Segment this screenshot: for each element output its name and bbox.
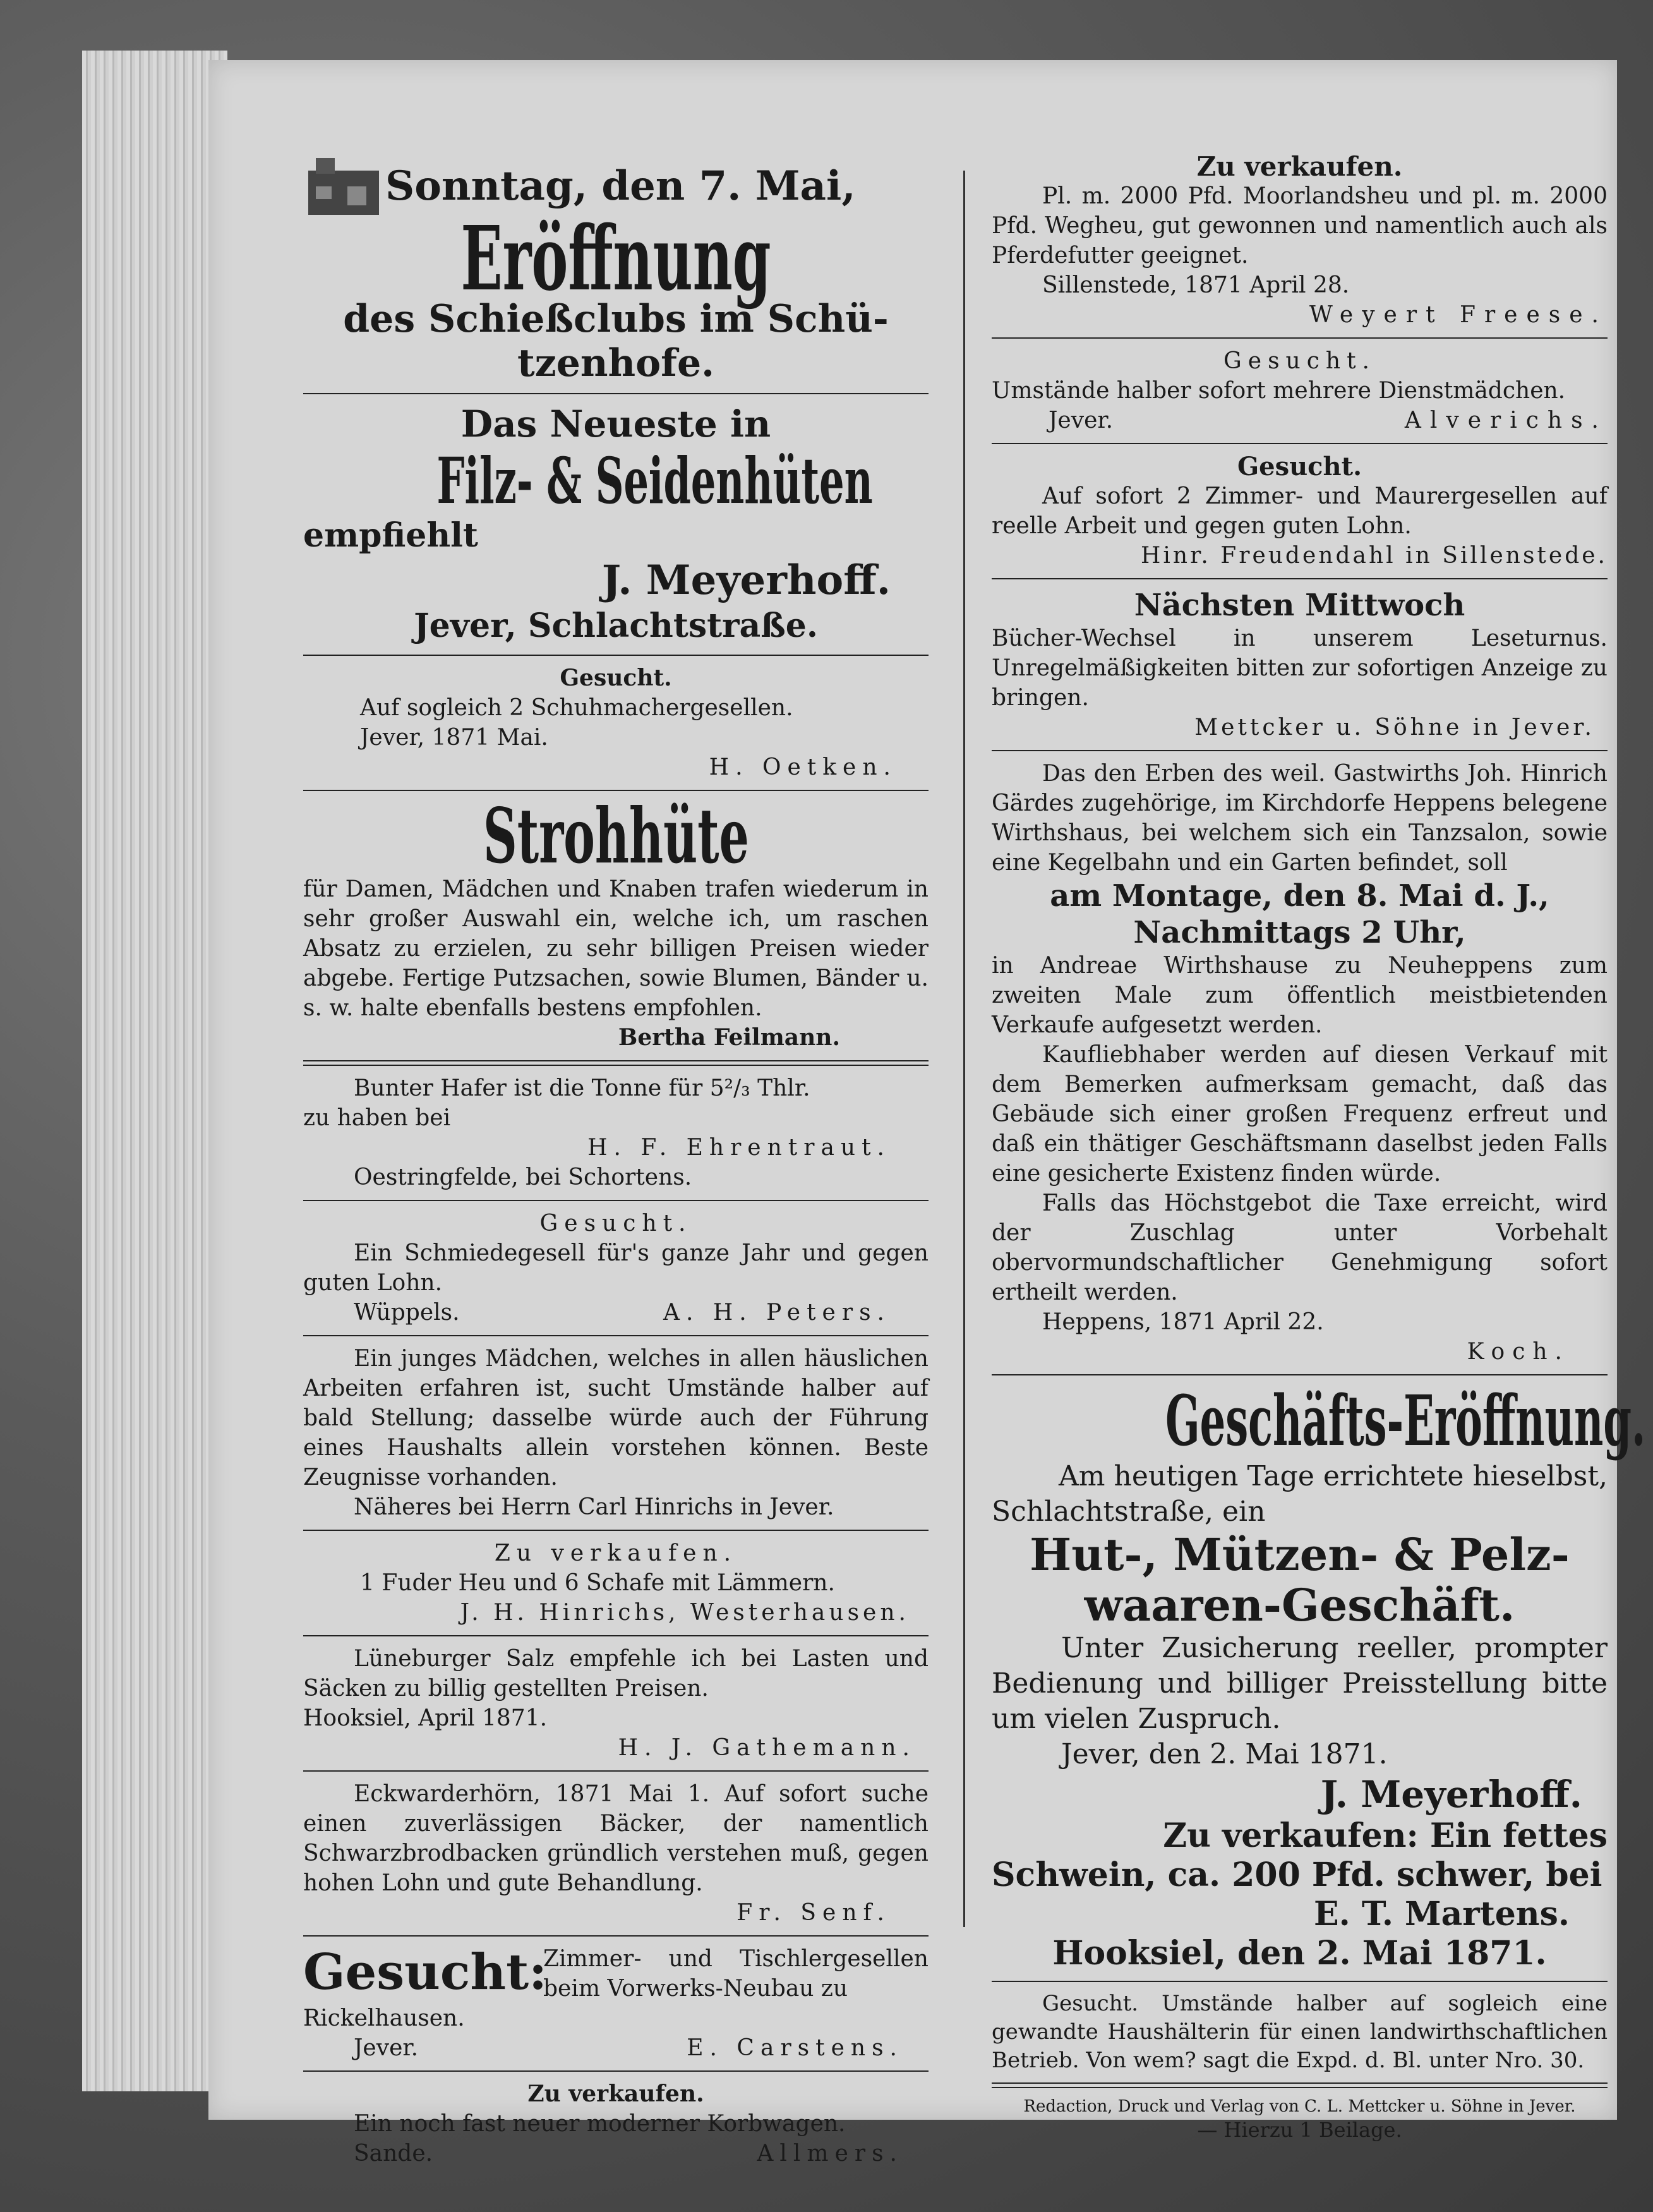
- ad-r6-body: Unter Zusicherung reeller, prompter Bedienung und billiger Preisstellung bitte um vielen Zuspruch.: [992, 1632, 1608, 1735]
- ad-r6-place: Jever, den 2. Mai 1871.: [1061, 1738, 1388, 1770]
- footer-supplement: — Hierzu 1 Beilage.: [1197, 2118, 1402, 2142]
- divider: [303, 1335, 929, 1336]
- ad10-signature: Fr. Senf.: [736, 1900, 891, 1926]
- ad-r7-line2: Schwein, ca. 200 Pfd. schwer, bei: [992, 1856, 1602, 1894]
- ad6-body: Ein Schmiedegesell für's ganze Jahr und gegen guten Lohn.: [303, 1240, 929, 1296]
- ad6-place: Wüppels.: [354, 1300, 460, 1326]
- divider: [992, 750, 1608, 751]
- ad11-town: Jever.: [354, 2035, 419, 2061]
- ad8-line1: 1 Fuder Heu und 6 Schafe mit Lämmern.: [360, 1570, 835, 1596]
- ad11-signature: E. Carstens.: [687, 2035, 903, 2061]
- building-icon: [303, 152, 385, 221]
- divider: [303, 2070, 929, 2072]
- ad11-place: Rickelhausen.: [303, 2005, 465, 2031]
- ad5-place: Oestringfelde, bei Schortens.: [354, 1164, 692, 1190]
- divider: [992, 1981, 1608, 1982]
- ad3-head: Gesucht.: [560, 665, 672, 691]
- ad-r4-head: Nächsten Mittwoch: [1134, 588, 1465, 623]
- ad-r7-line3: E. T. Martens.: [1314, 1895, 1570, 1933]
- ad11-head: Gesucht:: [303, 1943, 547, 2001]
- ad11: [303, 1944, 929, 2003]
- ad-r5-body2: in Andreae Wirthshause zu Neuheppens zum zweiten Male zum öffentlich meistbietenden Verkaufe aufgesetzt werden.: [992, 953, 1608, 1038]
- ad12-place: Sande.: [354, 2141, 433, 2167]
- ad1-title: Eröffnung: [460, 207, 771, 311]
- ad-r4-body: Bücher-Wechsel in unserem Leseturnus. Unregelmäßigkeiten bitten zur sofortigen Anzeige zu bringen.: [992, 626, 1608, 711]
- ad7-body: Ein junges Mädchen, welches in allen häuslichen Arbeiten erfahren ist, sucht Umstände halber auf bald Stellung; dasselbe würde auch der Führung eines Haushalts allein vorstehen können. Beste Zeugnisse vorhanden.: [303, 1346, 929, 1490]
- ad9-signature: H. J. Gathemann.: [618, 1735, 916, 1761]
- ad-r5-date: am Montage, den 8. Mai d. J.,: [1050, 878, 1549, 914]
- ad5-line1: Bunter Hafer ist die Tonne für 5²/₃ Thlr.: [354, 1075, 810, 1101]
- ad4-body: für Damen, Mädchen und Knaben trafen wiederum in sehr großer Auswahl ein, welche ich, um raschen Absatz zu erzielen, zu sehr billigen Preisen wieder abgebe. Fertige Putzsachen, sowie Blumen, Bänder u. s. w. halte ebenfalls bestens empfohlen.: [303, 876, 929, 1021]
- divider: [303, 655, 929, 656]
- ad12-head: Zu verkaufen.: [527, 2081, 704, 2107]
- ad9-place: Hooksiel, April 1871.: [303, 1705, 548, 1731]
- divider: [303, 1060, 929, 1066]
- ad2-title: Filz- & Seidenhüten: [436, 444, 873, 518]
- ad-r5-signature: Koch.: [1467, 1339, 1570, 1365]
- ad-r4-signature: Mettcker u. Söhne in Jever.: [1194, 715, 1595, 740]
- ad3-line1: Auf sogleich 2 Schuhmachergesellen.: [360, 695, 793, 721]
- ad-r5-time: Nachmittags 2 Uhr,: [1133, 915, 1466, 950]
- page-edges: [82, 51, 227, 2091]
- ad4-signature: Bertha Feilmann.: [618, 1024, 840, 1051]
- ad10-body: Eckwarderhörn, 1871 Mai 1. Auf sofort suche einen zuverlässigen Bäcker, der namentlich Schwarzbrodbacken gründlich verstehen muß, gegen hohen Lohn und gute Behandlung.: [303, 1781, 929, 1896]
- ad-r3-signature: Hinr. Freudendahl in Sillenstede.: [1141, 543, 1608, 569]
- ad-r3-head: Gesucht.: [1237, 452, 1362, 481]
- ad9-body: Lüneburger Salz empfehle ich bei Lasten und Säcken zu billig gestellten Preisen.: [303, 1646, 929, 1701]
- ad-r2-signature: Alverichs.: [1404, 408, 1608, 433]
- ad-r2-place: Jever.: [1049, 408, 1114, 433]
- ad3-line2: Jever, 1871 Mai.: [360, 725, 548, 751]
- ad-r3-body: Auf sofort 2 Zimmer- und Maurergesellen auf reelle Arbeit und gegen guten Lohn.: [992, 483, 1608, 539]
- ad-r5-body4: Falls das Höchstgebot die Taxe erreicht, wird der Zuschlag unter Vorbehalt obervormundschaftlicher Genehmigung sofort ertheilt werden.: [992, 1190, 1608, 1305]
- ad-r7-line1: Zu verkaufen: Ein fettes: [1163, 1816, 1608, 1855]
- ad-r8-body: Gesucht. Umstände halber auf sogleich eine gewandte Haushälterin für einen landwirthschaftlichen Betrieb. Von wem? sagt die Expd. d. Bl. unter Nro. 30.: [992, 1991, 1608, 2073]
- ad-r6-big2: waaren-Geschäft.: [1084, 1579, 1515, 1631]
- divider: [303, 1200, 929, 1201]
- divider: [992, 443, 1608, 444]
- ad12-signature: Allmers.: [757, 2141, 903, 2167]
- ad-r6-signature: J. Meyerhoff.: [1320, 1773, 1582, 1816]
- ad2-place: Jever, Schlachtstraße.: [414, 607, 818, 645]
- divider: [992, 578, 1608, 579]
- ad-r5-body: Das den Erben des weil. Gastwirths Joh. Hinrich Gärdes zugehörige, im Kirchdorfe Heppens belegene Wirthshaus, bei welchem sich ein Tanzsalon, sowie eine Kegelbahn und ein Garten befindet, soll: [992, 761, 1608, 876]
- ad8-head: Zu verkaufen.: [494, 1540, 738, 1566]
- ad2-name: J. Meyerhoff.: [601, 557, 891, 604]
- ad-r6-big1: Hut-, Mützen- & Pelz-: [1030, 1528, 1570, 1581]
- ad2-line3: empfiehlt: [303, 516, 478, 555]
- ad-r5-place: Heppens, 1871 April 22.: [1042, 1309, 1324, 1335]
- ad-r6-line2: Schlachtstraße, ein: [992, 1496, 1266, 1528]
- ad-r5-body3: Kaufliebhaber werden auf diesen Verkauf mit dem Bemerken aufmerksam gemacht, daß das Gebäude sich einer großen Frequenz erfreut und daß ein thätiger Geschäftsmann daselbst jeden Falls eine gesicherte Existenz finden würde.: [992, 1042, 1608, 1187]
- divider: [992, 1374, 1608, 1375]
- ad8-signature: J. H. Hinrichs, Westerhausen.: [460, 1600, 910, 1626]
- ad7-note: Näheres bei Herrn Carl Hinrichs in Jever.: [354, 1494, 834, 1520]
- ad1-date: Sonntag, den 7. Mai,: [385, 162, 856, 210]
- ad-r1-body: Pl. m. 2000 Pfd. Moorlandsheu und pl. m. 2000 Pfd. Wegheu, gut gewonnen und namentlich auch als Pferdefutter geeignet.: [992, 183, 1608, 269]
- ad3-signature: H. Oetken.: [709, 754, 897, 780]
- ad4-title: Strohhüte: [483, 792, 749, 881]
- divider: [303, 1635, 929, 1636]
- column-divider: [963, 171, 965, 1927]
- divider: [303, 393, 929, 394]
- left-column: [303, 152, 929, 2168]
- ad-r2-body: Umstände halber sofort mehrere Dienstmädchen.: [992, 378, 1566, 404]
- ad6-head: Gesucht.: [539, 1211, 692, 1236]
- ad12-line1: Ein noch fast neuer moderner Korbwagen.: [354, 2111, 846, 2137]
- ad-r2-head: Gesucht.: [1223, 348, 1376, 374]
- ad6-signature: A. H. Peters.: [663, 1300, 891, 1326]
- ad2-line1: Das Neueste in: [460, 402, 771, 445]
- ad-r6-title: Geschäfts-Eröffnung.: [1165, 1380, 1646, 1461]
- divider: [303, 1530, 929, 1531]
- divider: [992, 2082, 1608, 2088]
- ad-r7-line4: Hooksiel, den 2. Mai 1871.: [1052, 1934, 1547, 1973]
- divider: [992, 337, 1608, 339]
- ad-r1-signature: Weyert Freese.: [1309, 302, 1608, 328]
- ad11-text: Zimmer- und Tischlergesellen beim Vorwerks-Neubau zu: [543, 1946, 929, 2002]
- ad1-text1: des Schießclubs im Schü-: [343, 297, 889, 341]
- ad-r1-place: Sillenstede, 1871 April 28.: [1042, 272, 1350, 298]
- ad5-line2: zu haben bei: [303, 1105, 451, 1131]
- right-column: [992, 151, 1646, 2142]
- ad-r1-head: Zu verkaufen.: [1196, 151, 1403, 182]
- divider: [303, 1770, 929, 1772]
- ad5-signature: H. F. Ehrentraut.: [587, 1135, 891, 1161]
- divider: [303, 1935, 929, 1937]
- divider: [303, 790, 929, 791]
- footer-imprint: Redaction, Druck und Verlag von C. L. Mettcker u. Söhne in Jever.: [1023, 2097, 1576, 2116]
- ad1-text2: tzenhofe.: [517, 341, 715, 385]
- ad-r6-line1: Am heutigen Tage errichtete hieselbst,: [1059, 1460, 1608, 1492]
